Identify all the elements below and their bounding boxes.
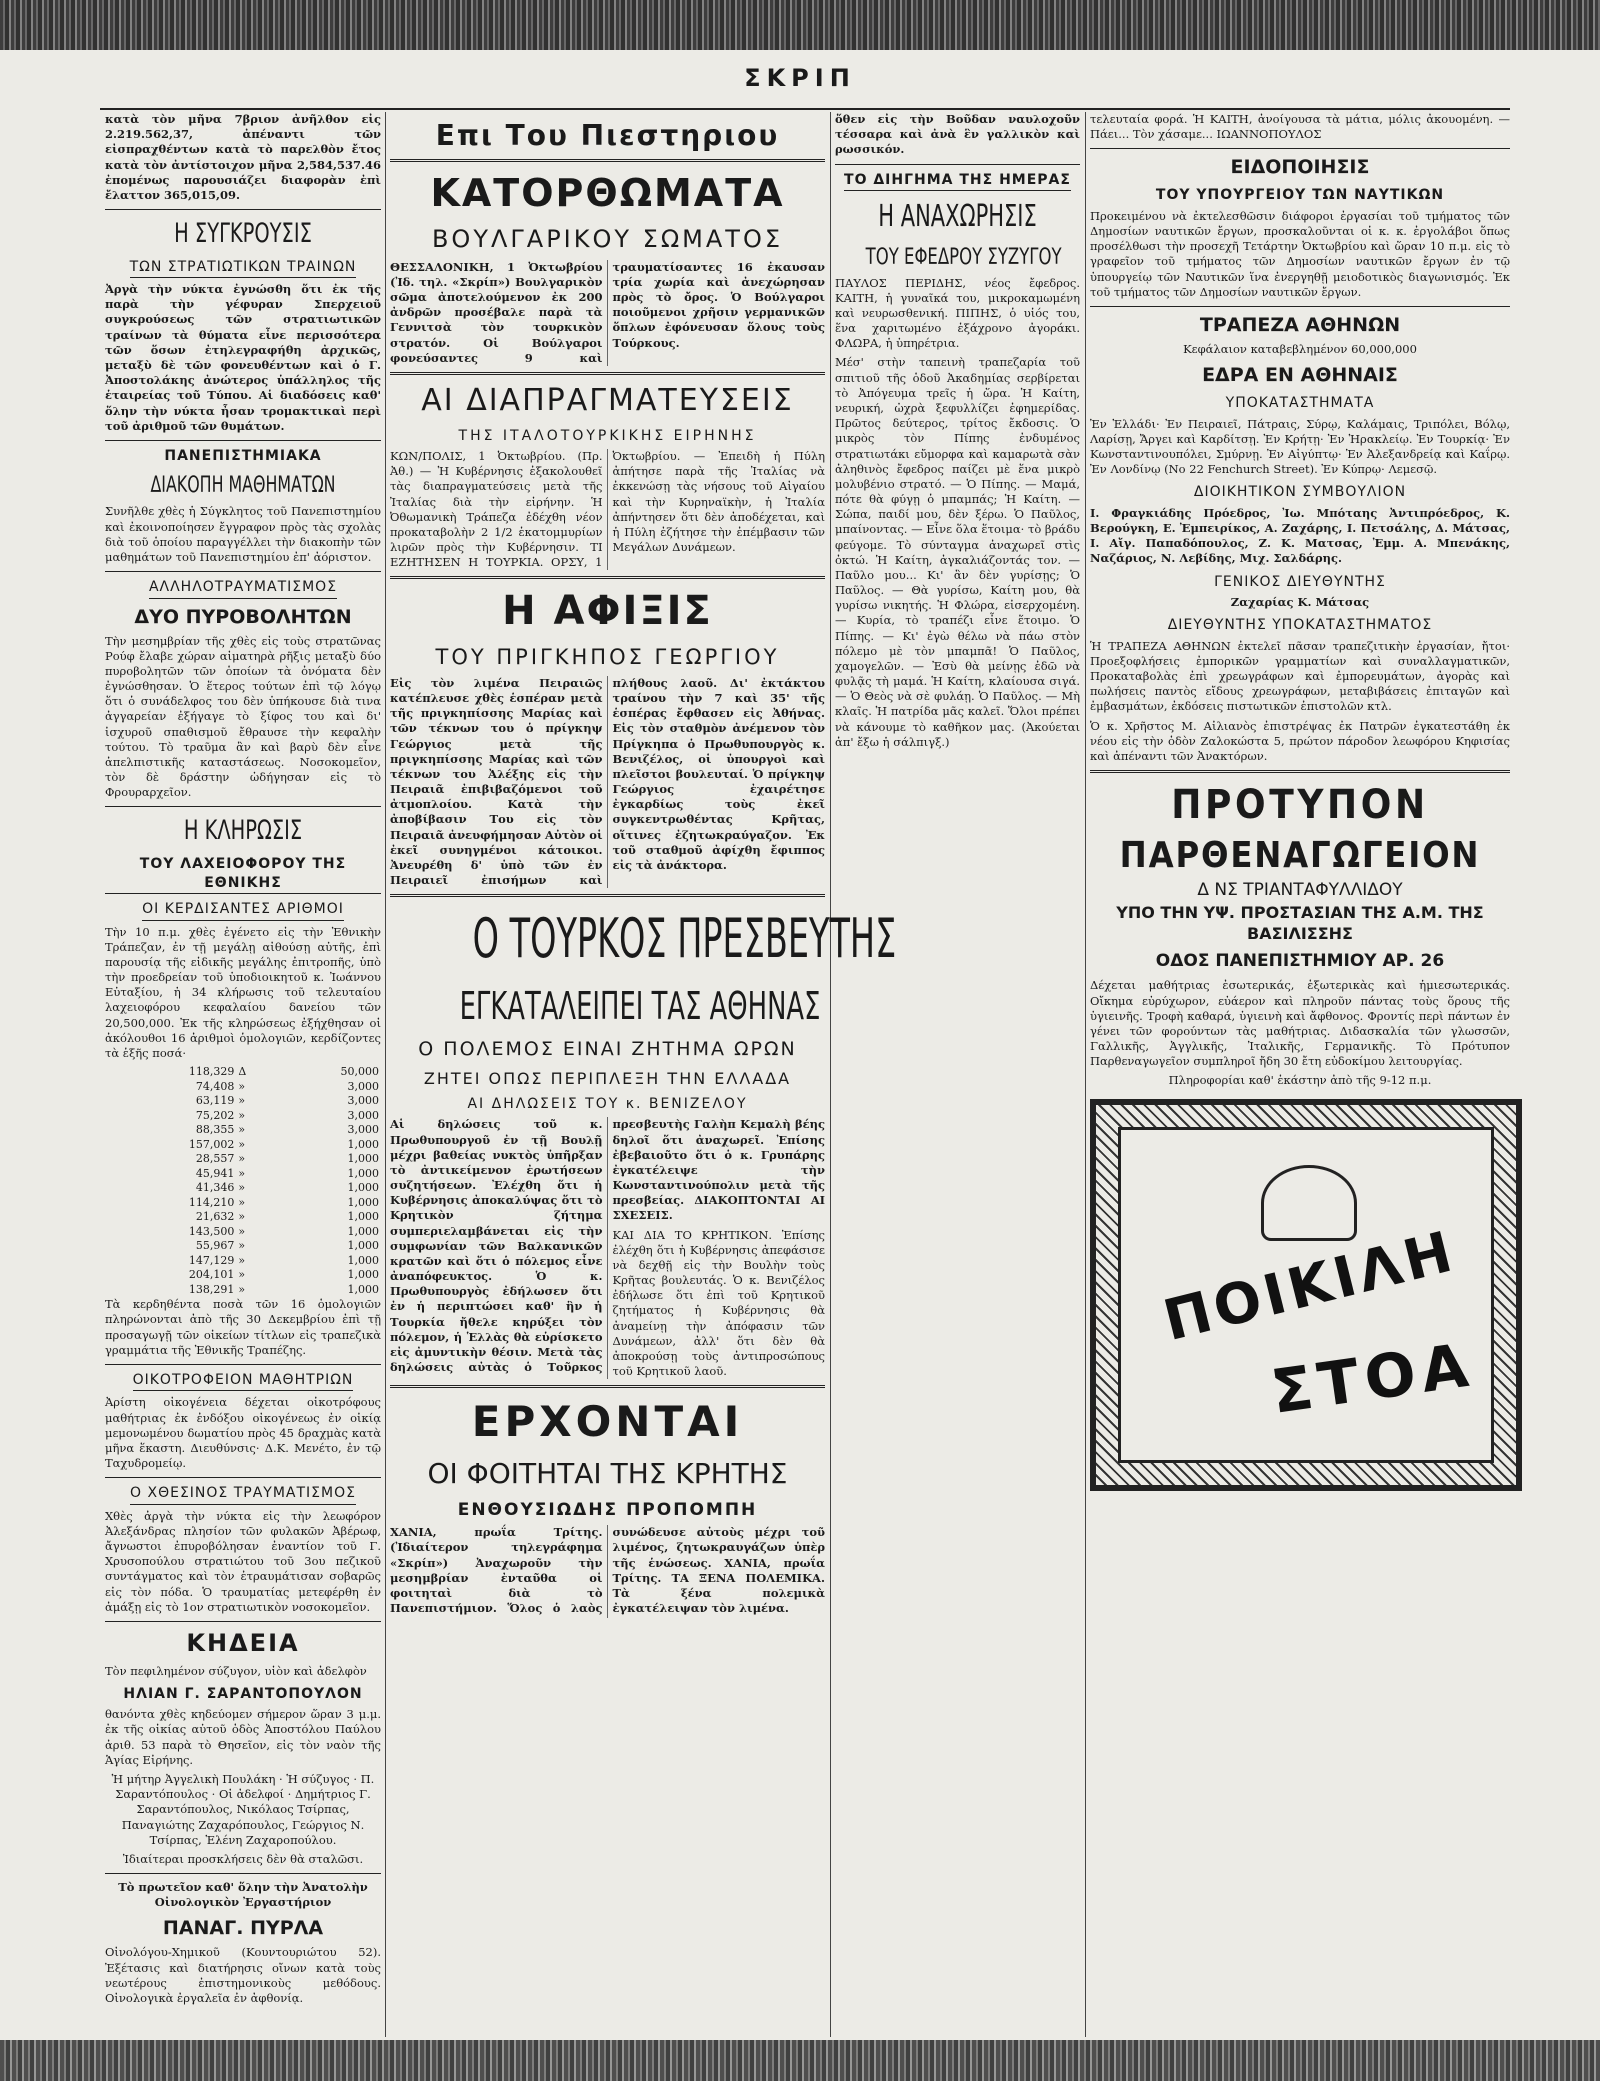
lottery-row	[105, 1283, 381, 1298]
lottery-mark: »	[238, 1079, 246, 1093]
divider	[105, 571, 381, 572]
article-paragraph: Αἱ δηλώσεις τοῦ κ. Πρωθυπουργοῦ ἐν τῇ Βουλῇ μέχρι βαθείας νυκτὸς ὑπῆρξαν τὸ ἀντικείμενον ἐρωτήσεων συζητήσεων. Ἐλέχθη ὅτι ἡ Κυβέρνησις ἀποκαλύψας ὅτι τὸ Κρητικὸν ζήτημα συμπεριελαμβάνεται εἰς τὴν συμφωνίαν τῶν Βαλκανικῶν κρατῶν καὶ ὅτι ὁ πόλεμος εἶνε ἀναπόφευκτος. Ὁ κ. Πρωθυπουργὸς ἐδήλωσεν ὅτι ἐν ἡ περιπτώσει καθ' ἣν ἡ Τουρκία ἤθελε κηρύξει τὸν πόλεμον, ἡ Ἑλλὰς θὰ εὑρίσκετο εἰς ἀμυντικὴν θέσιν. Μετὰ τὰς δηλώσεις αὐτὰς ὁ Τοῦρκος πρεσβευτὴς Γαλὴπ Κεμαλὴ βέης δηλοῖ ὅτι ἀναχωρεῖ. Ἐπίσης ἐβεβαιοῦτο ὅτι ὁ κ. Γρυπάρης ἐγκατέλειψε τὴν Κωνσταντινούπολιν μετὰ τῆς πρεσβείας. ΔΙΑΚΟΠΤΟΝΤΑΙ ΑΙ ΣΧΕΣΕΙΣ.	[390, 1117, 825, 1375]
lottery-row	[105, 1210, 381, 1225]
article-text: Ἡ ΤΡΑΠΕΖΑ ΑΘΗΝΩΝ ἐκτελεῖ πᾶσαν τραπεζιτικὴν ἐργασίαν, ἤτοι· Προεξοφλήσεις ἐμπορικῶν γραμματίων καὶ συναλλαγματικῶν, Προκαταβολὰς ἐπὶ χρεωγράφων καὶ ἐμπορευμάτων, ἀγορὰς καὶ πωλήσεις παντὸς εἴδους χρεωγράφων, μεταβιβάσεις ἐπιταγῶν καὶ ἐμβασμάτων, ἐκδόσεις πιστωτικῶν ἐπιστολῶν κτλ.	[1090, 638, 1510, 714]
deceased-name: ΗΛΙΑΝ Γ. ΣΑΡΑΝΤΟΠΟΥΛΟΝ	[123, 1685, 363, 1702]
section-banner: Επι Του Πιεστηριου	[390, 118, 825, 162]
lottery-number: 55,967	[195, 1239, 235, 1253]
lottery-mark: »	[238, 1108, 246, 1122]
headline: ΑΙ ΔΙΑΠΡΑΓΜΑΤΕΥΣΕΙΣ	[421, 382, 794, 418]
lottery-row	[105, 1080, 381, 1095]
lottery-mark: »	[238, 1152, 246, 1166]
lottery-prize: 1,000	[347, 1195, 379, 1209]
bank-director: Ζαχαρίας Κ. Μάτσας	[1230, 595, 1370, 610]
article-text	[390, 1525, 825, 1618]
headline: ΚΑΤΟΡΘΩΜΑΤΑ	[430, 170, 785, 215]
advert-patronage: ΥΠΟ ΤΗΝ ΥΨ. ΠΡΟΣΤΑΣΙΑΝ ΤΗΣ Α.Μ. ΤΗΣ ΒΑΣΙΛΙΣΣΗΣ	[1116, 902, 1484, 943]
headline: ΕΡΧΟΝΤΑΙ	[471, 1397, 744, 1447]
scan-edge-top	[0, 0, 1600, 50]
article-text: Ὁ κ. Χρῆστος Μ. Αἰλιανὸς ἐπιστρέψας ἐκ Πατρῶν ἐγκατεστάθη ἐκ νέου εἰς τὴν ὁδὸν Ζαλοκώστα 5, πρώτον πάροδον λεωφόρου Κηφισίας καὶ ἀπέναντι τῶν Ἀνακτόρων.	[1090, 718, 1510, 763]
lottery-number: 75,202	[195, 1108, 235, 1122]
headline: ΤΡΑΠΕΖΑ ΑΘΗΝΩΝ	[1199, 313, 1401, 336]
poikili-stoa-advert	[1090, 1099, 1522, 1491]
headline: Η ΣΥΓΚΡΟΥΣΙΣ	[174, 218, 312, 250]
headline: ΠΑΝΕΠΙΣΤΗΜΙΑΚΑ	[164, 447, 322, 464]
divider	[390, 576, 825, 579]
divider	[105, 806, 381, 807]
column-1	[105, 112, 381, 2037]
lottery-number: 41,346	[195, 1181, 235, 1195]
lottery-mark: »	[238, 1166, 246, 1180]
article-paragraph: Εἰς τὸν λιμένα Πειραιῶς κατέπλευσε χθὲς ἑσπέραν μετὰ τῆς πριγκηπίσσης Μαρίας καὶ τῶν τέκνων του ὁ πρίγκηψ Γεώργιος μετὰ τῆς πριγκηπίσσης Μαρίας καὶ τῶν τέκνων του Ἀλέξης εἰς τὴν Πειραιᾶ ἐπιβιβαζόμενοι τοῦ ἀτμοπλοίου. Κατὰ τὴν ἀποβίβασιν Του εἰς τὸν Πειραιᾶ ἀνευφήμησαν Αὐτὸν οἱ ἐκεῖ συνηγμένοι κάτοικοι. Ἀνευρέθη δ' ὑπὸ τῶν ἐν Πειραιεῖ ἐπισήμων καὶ πλήθους λαοῦ. Δι' ἐκτάκτου τραίνου τὴν 7 καὶ 35' τῆς ἑσπέρας ἔφθασεν εἰς Ἀθήνας. Εἰς τὸν σταθμὸν ἀνέμενον τὸν Πρίγκηπα ὁ Πρωθυπουργὸς κ. Βενιζέλος, οἱ ὑπουργοὶ καὶ πλεῖστοι βουλευταί. Ὁ πρίγκηψ Γεώργιος ἐχαιρέτησε ἐγκαρδίως τοὺς ἐκεῖ συγκεντρωθέντας Κρῆτας, οἵτινες ἐζητωκραύγαζον. Ἐκ τοῦ σταθμοῦ ἀφίχθη ἔφιππος εἰς τὰ ἀνάκτορα.	[390, 675, 825, 888]
advert-word: ΣΤΟΑ	[1267, 1329, 1479, 1428]
lottery-row	[105, 1123, 381, 1138]
subheadline: ΕΓΚΑΤΑΛΕΙΠΕΙ ΤΑΣ ΑΘΗΝΑΣ	[459, 983, 821, 1028]
lottery-mark: »	[238, 1210, 246, 1224]
subheadline: Ο ΠΟΛΕΜΟΣ ΕΙΝΑΙ ΖΗΤΗΜΑ ΩΡΩΝ	[418, 1037, 797, 1060]
subheadline: ΓΕΝΙΚΟΣ ΔΙΕΥΘΥΝΤΗΣ	[1214, 573, 1386, 590]
ornament-icon	[1261, 1165, 1357, 1241]
scan-edge-bottom	[0, 2040, 1600, 2081]
subheadline: ΤΟΥ ΕΦΕΔΡΟΥ ΣΥΖΥΓΟΥ	[865, 244, 1062, 270]
lottery-row	[105, 1239, 381, 1254]
headline: Η ΑΦΙΞΙΣ	[502, 588, 713, 635]
notice: Ἰδιαίτεραι προσκλήσεις δὲν θὰ σταλῶσι.	[122, 1851, 364, 1866]
article-text	[390, 676, 825, 888]
lottery-mark: »	[238, 1282, 246, 1296]
subheadline: ΖΗΤΕΙ ΟΠΩΣ ΠΕΡΙΠΛΕΞΗ ΤΗΝ ΕΛΛΑΔΑ	[423, 1068, 792, 1088]
article-text: Τὴν μεσημβρίαν τῆς χθὲς εἰς τοὺς στρατῶνας Ρούφ ἔλαβε χώραν αἱματηρὰ ρῆξις μεταξὺ δύο πυροβολητῶν τῶν ὁποίων τὰ ὀνόματα δὲν ἐγνώσθησαν. Ὁ ἕτερος τούτων ἐπὶ τῷ λόγῳ ὅτι ὁ συνάδελφος του δὲν ὑπήκουσε διὰ τινα ἀγγαρείαν ἐξήγαγε τὸ ξίφος του καὶ δι' ἰσχυροῦ σπαθισμοῦ ἔθραυσε τὴν κεφαλὴν τούτου. Τὸ τραῦμα ἂν καὶ βαρὺ δὲν εἶνε ἀπελπιστικῆς καταστάσεως. Νοσοκομεῖον, τὸν δὲ δράστην ὡδήγησαν εἰς τὸ Φρουραρχεῖον.	[105, 633, 381, 800]
subheadline: ΔΙΟΙΚΗΤΙΚΟΝ ΣΥΜΒΟΥΛΙΟΝ	[1193, 484, 1407, 501]
divider	[835, 164, 1080, 165]
masthead-rule	[100, 108, 1510, 110]
lottery-mark: »	[238, 1137, 246, 1151]
lottery-number: 118,329	[188, 1065, 235, 1079]
column-divider	[385, 112, 386, 2037]
article-text: Ἀρίστη οἰκογένεια δέχεται οἰκοτρόφους μαθήτριας ἐκ ἐνδόξου οἰκογένεως ἐν οἰκίᾳ μεμονωμένου δωματίου πρὸς 45 δραχμὰς κατὰ μῆνα ἕκαστη. Διευθύνσις· Δ.Κ. Μενέτο, ἐν τῷ Ταχυδρομείῳ.	[105, 1395, 381, 1471]
divider	[390, 1385, 825, 1388]
advert-frame	[1118, 1127, 1494, 1463]
lottery-row	[105, 1094, 381, 1109]
lottery-prize: 1,000	[347, 1268, 379, 1282]
article-text: Ἀργὰ τὴν νύκτα ἐγνώσθη ὅτι ἐκ τῆς παρὰ τὴν γέφυραν Σπερχειοῦ συγκρούσεως τῶν στρατιωτικῶν τραίνων τὰ θύματα εἶνε περισσότερα τῶν ὅσων ἐτηλεγραφήθη ἀρχικῶς, μεταξὺ δὲ τῶν φονευθέντων καὶ ὁ Γ. Ἀποστολάκης ἀνώτερος ὑπάλληλος τῆς ἑταιρείας τοῦ Τύπου. Αἱ διαδόσεις καθ' ὅλην τὴν νύκτα ἦσαν τρομακτικαὶ περὶ τοῦ ἀριθμοῦ τῶν θυμάτων.	[105, 282, 381, 433]
divider	[105, 1621, 381, 1622]
lottery-mark: »	[238, 1239, 246, 1253]
lottery-mark: »	[238, 1123, 246, 1137]
advert-text: Τὸ πρωτεῖον καθ' ὅλην τὴν Ἀνατολὴν Οἰνολογικὸν Ἐργαστήριον	[118, 1880, 368, 1910]
masthead: ΣΚΡΙΠ	[744, 64, 856, 92]
subheadline: ΤΗΣ ΙΤΑΛΟΤΟΥΡΚΙΚΗΣ ΕΙΡΗΝΗΣ	[458, 427, 757, 444]
article-paragraph: ΘΕΣΣΑΛΟΝΙΚΗ, 1 Ὀκτωβρίου (Ἰδ. τηλ. «Σκρίπ») Βουλγαρικὸν σῶμα ἀποτελούμενον ἐκ 200 ἀνδρῶν προσέβαλε παρὰ τὰ Γεννιτσὰ τὸν τουρκικὸν στρατόν. Οἱ Βούλγαροι φονεύσαντες 9 καὶ τραυματίσαντες 16 ἐκαυσαν τρία χωρία καὶ ἀνεχώρησαν πρὸς τὸ ὄρος. Ὁ Βούλγαροι ποιοῦμενοι χρῆσιν γερμανικῶν ὅπλων ἐφόνευσαν ὅλους τοὺς Τούρκους.	[390, 259, 825, 365]
headline: ΕΙΔΟΠΟΙΗΣΙΣ	[1230, 156, 1370, 179]
article-text: θανόντα χθὲς κηδεύομεν σήμερον ὥραν 3 μ.μ. ἐκ τῆς οἰκίας αὐτοῦ ὁδὸς Ἀποστόλου Παύλου ἀριθ. 53 παρὰ τὸ Θησεῖον, εἰς τὸν ναὸν τῆς Ἁγίας Εἰρήνης.	[105, 1707, 381, 1767]
lottery-mark: »	[238, 1253, 246, 1267]
intro-text: κατὰ τὸν μῆνα 7βριον ἀνῆλθον εἰς 2.219.562,37, ἀπέναντι τῶν εἰσπραχθέντων κατὰ τὸ παρελθὸν ἔτος κατὰ τὸν ἀντίστοιχον μῆνα 2,584,537.46 ἐπομένως παρουσιάζει διαφορὰν ἐπὶ ἔλαττον 365,015,09.	[105, 112, 381, 202]
lottery-row	[105, 1225, 381, 1240]
subheadline: ΔΥΟ ΠΥΡΟΒΟΛΗΤΩΝ	[134, 605, 352, 628]
article-text	[390, 449, 825, 570]
lottery-prize: 3,000	[347, 1079, 379, 1093]
lottery-mark: »	[238, 1181, 246, 1195]
lottery-row	[105, 1167, 381, 1182]
article-paragraph: ΧΑΝΙΑ, πρωΐα Τρίτης. (Ἰδιαίτερον τηλεγράφημα «Σκρίπ») Ἀναχωροῦν τὴν μεσημβρίαν ἐνταῦθα οἱ φοιτηταὶ διὰ τὸ Πανεπιστήμιον. Ὅλος ὁ λαὸς συνώδευσε αὐτοὺς μέχρι τοῦ λιμένος, ζητωκραυγάζων ὑπὲρ τῆς ἑνώσεως. ΧΑΝΙΑ, πρωΐα Τρίτης. ΤΑ ΞΕΝΑ ΠΟΛΕΜΙΚΑ. Τὰ ξένα πολεμικὰ ἐγκατέλειψαν τὸν λιμένα.	[390, 1525, 825, 1616]
headline: ΑΛΛΗΛΟΤΡΑΥΜΑΤΙΣΜΟΣ	[105, 578, 381, 598]
article-paragraph: ΚΑΙ ΔΙΑ ΤΟ ΚΡΗΤΙΚΟΝ. Ἐπίσης ἐλέχθη ὅτι ἡ Κυβέρνησις ἀπεφάσισε νὰ δεχθῇ εἰς τὴν Βουλὴν τοὺς Κρῆτας βουλευτάς. Ὁ κ. Βενιζέλος ἐδήλωσε ὅτι ἐπὶ τοῦ Κρητικοῦ ζητήματος ἡ Κυβέρνησις θὰ ἀναμείνῃ τὴν ἀπόφασιν τῶν Δυνάμεων, ἀλλ' ὅτι δὲν θὰ ἀποκρούσῃ τοὺς ἀντιπροσώπους τοῦ Κρητικοῦ λαοῦ.	[612, 1227, 825, 1379]
column-3	[835, 112, 1080, 2037]
lottery-mark: Δ	[238, 1065, 247, 1079]
subheadline: ΔΙΑΚΟΠΗ ΜΑΘΗΜΑΤΩΝ	[150, 473, 336, 499]
subheadline: ΟΙ ΚΕΡΔΙΣΑΝΤΕΣ ΑΡΙΘΜΟΙ	[105, 900, 381, 920]
lottery-prize: 1,000	[347, 1210, 379, 1224]
advert-title: ΠΡΟΤΥΠΟΝ	[1171, 782, 1429, 829]
article-text: ὅθεν εἰς τὴν Βοῦδαν ναυλοχοῦν τέσσαρα καὶ ἀνὰ ἓν γαλλικὸν καὶ ρωσσικόν.	[835, 112, 1080, 157]
story-text: Μέσ' στὴν ταπεινὴ τραπεζαρία τοῦ σπιτιοῦ τῆς ὁδοῦ Ἀκαδημίας σερβίρεται τὸ Ἀπόγευμα τρεῖς ἡ ὥρα. Ἡ Καίτη, νευρική, ὠχρὰ ξεφυλλίζει ἐφημερίδας. Πρῶτος δεύτερος, τρίτος ἔκδοσις. Ὁ μικρὸς τὸν Πίπης ἐνδυμένος στρατιωτάκι εὔμορφα καὶ καμαρωτὰ σὰν ἀληθινὸς ἔφεδρος παίζει μὲ ἕνα μικρὸ μολυβένιο στρατό. — Ὁ Πίπης. — Μαμά, πότε θὰ φύγῃ ὁ μπαμπάς; Ἡ Καίτη. — Σώπα, παιδί μου, δὲν ξέρω. Ὁ Παῦλος, μπαίνοντας. — Εἶνε ὅλα ἕτοιμα· τὸ βράδυ φεύγομε. Τὸ σύνταγμα ἀναχωρεῖ στὶς ὀκτώ. Ἡ Καίτη, ἀγκαλιάζοντάς τον. — Παῦλο μου... Κι' ἂν δὲν γυρίσῃς; Ὁ Παῦλος. — Θὰ γυρίσω, Καίτη μου, θὰ γυρίσω νικητής. Ἡ Φλώρα, εἰσερχομένη. — Κυρία, τὸ τραπέζι εἶνε ἕτοιμο. Ὁ Πίπης. — Κι' ἐγὼ θέλω νὰ πάω στὸν πόλεμο μὲ τὸν μπαμπᾶ! Ὁ Παῦλος, χαμογελῶν. — Ἐσὺ θὰ μείνῃς ἐδῶ νὰ φυλᾷς τὴ μαμά. Ἡ Καίτη, κλαίουσα σιγά. — Ὁ Θεὸς νὰ σὲ φυλάῃ. Ὁ Παῦλος. — Μὴ κλαῖς. Ἡ πατρίδα μᾶς καλεῖ. Ὅλοι πρέπει νὰ κάνουμε τὸ καθῆκον μας. (Ἀκούεται ἀπ' ἔξω ἡ σάλπιγξ.)	[835, 355, 1080, 749]
advert-subtitle: Δ ΝΣ ΤΡΙΑΝΤΑΦΥΛΛΙΔΟΥ	[1197, 880, 1403, 901]
divider	[105, 440, 381, 441]
subheadline: ΕΝΘΟΥΣΙΩΔΗΣ ΠΡΟΠΟΜΠΗ	[457, 1499, 758, 1520]
divider	[1090, 770, 1510, 773]
lottery-prize: 50,000	[340, 1065, 379, 1079]
lottery-prize: 1,000	[347, 1224, 379, 1238]
lottery-prize: 1,000	[347, 1239, 379, 1253]
advert-name: ΠΑΝΑΓ. ΠΥΡΛΑ	[162, 1917, 324, 1940]
advert-text: Δέχεται μαθήτριας ἐσωτερικάς, ἑξωτερικὰς καὶ ἡμιεσωτερικάς. Οἴκημα εὐρύχωρον, εὐάερον καὶ πληροῦν πάντας τοὺς ὅρους τῆς ὑγιεινῆς. Τροφὴ καθαρά, ὑγιεινὴ καὶ ἄφθονος. Φροντίς περὶ πάντων ἐν γένει τῶν φορούντων τὰς μαθήτριας. Διδασκαλία τῶν γλωσσῶν, Γαλλικῆς, Ἀγγλικῆς, Ἰταλικῆς, Γερμανικῆς. Τὸ Πρότυπον Παρθεναγωγεῖον συμπληροῖ ἤδη 30 ἔτη εὐδοκίμου λειτουργίας.	[1090, 978, 1510, 1069]
subheadline: ΥΠΟΚΑΤΑΣΤΗΜΑΤΑ	[1225, 395, 1375, 412]
lottery-number: 157,002	[188, 1137, 235, 1151]
lottery-row	[105, 1109, 381, 1124]
lottery-table	[105, 1065, 381, 1297]
column-4	[1090, 112, 1510, 2037]
lottery-row	[105, 1196, 381, 1211]
headline: Η ΚΛΗΡΩΣΙΣ	[183, 815, 303, 847]
lottery-prize: 3,000	[347, 1094, 379, 1108]
lottery-row	[105, 1181, 381, 1196]
headline: Ο ΧΘΕΣΙΝΟΣ ΤΡΑΥΜΑΤΙΣΜΟΣ	[105, 1484, 381, 1504]
headline: Η ΑΝΑΧΩΡΗΣΙΣ	[878, 198, 1037, 234]
article-text	[390, 260, 825, 366]
article-text: Χθὲς ἀργὰ τὴν νύκτα εἰς τὴν λεωφόρον Ἀλεξάνδρας πλησίον τῶν φυλακῶν Ἀβέρωφ, ἄγνωστοι ἐπυροβόλησαν ἐναντίον τοῦ Γ. Χρυσοπούλου στρατιώτου τοῦ 3ου πεζικοῦ συντάγματος καὶ τὸν ἐτραυμάτισαν σοβαρῶς εἰς τὸν πόδα. Ὁ τραυματίας μετεφέρθη ἐν ἀμάξῃ εἰς τὸ 1ον στρατιωτικὸν νοσοκομεῖον.	[105, 1508, 381, 1614]
lottery-prize: 1,000	[347, 1181, 379, 1195]
subheadline: ΔΙΕΥΘΥΝΤΗΣ ΥΠΟΚΑΤΑΣΤΗΜΑΤΟΣ	[1167, 617, 1433, 634]
bank-board: Ι. Φραγκιάδης Πρόεδρος, Ἰω. Μπόταης Ἀντιπρόεδρος, Κ. Βερούγκη, Ε. Ἐμπειρίκος, Α. Ζαχάρης, Ι. Πετσάλης, Δ. Μάτσας, Ι. Αἴγ. Παπαδόπουλος, Ζ. Κ. Ματσας, Ἐμμ. Α. Μπενάκης, Ναζάριος, Ν. Λεβίδης, Μιχ. Σαλδάρης.	[1090, 505, 1510, 566]
lottery-number: 204,101	[188, 1268, 235, 1282]
subheadline: ΤΩΝ ΣΤΡΑΤΙΩΤΙΚΩΝ ΤΡΑΙΝΩΝ	[105, 258, 381, 278]
advert-address: ΟΔΟΣ ΠΑΝΕΠΙΣΤΗΜΙΟΥ ΑΡ. 26	[1155, 951, 1445, 972]
column-divider	[1085, 112, 1086, 2037]
cast-list: ΠΑΥΛΟΣ ΠΕΡΙΔΗΣ, νέος ἔφεδρος. ΚΑΙΤΗ, ἡ γυναῖκά του, μικροκαμωμένη καὶ νευρωσθενική. ΠΙΠΗΣ, ὁ υἱός του, ἕνα χαριτωμένο ἑξάχρονο ἀγοράκι. ΦΛΩΡΑ, ἡ ὑπηρέτρια.	[835, 275, 1080, 351]
lottery-row	[105, 1268, 381, 1283]
subheadline: ΤΟΥ ΛΑΧΕΙΟΦΟΡΟΥ ΤΗΣ ΕΘΝΙΚΗΣ	[105, 855, 381, 894]
lottery-row	[105, 1065, 381, 1080]
lottery-prize: 1,000	[347, 1253, 379, 1267]
divider	[105, 1873, 381, 1874]
school-advert	[1090, 779, 1510, 972]
lottery-number: 28,557	[195, 1152, 235, 1166]
article-paragraph: ΚΩΝ/ΠΟΛΙΣ, 1 Ὀκτωβρίου. (Πρ. Ἀθ.) — Ἡ Κυβέρνησις ἐξακολουθεῖ τὰς διαπραγματεύσεις μετὰ τῆς Ἰταλίας διὰ τὴν εἰρήνην. Ἡ Ὀθωμανικὴ Τράπεζα ἐδέχθη νέον προκαταβολὴν 2 1/2 ἑκατομμυρίων λιρῶν πρὸς τὴν Κυβέρνησιν. ΤΙ ΕΖΗΤΗΣΕΝ Η ΤΟΥΡΚΙΑ. ΟΡΣΥ, 1 Ὀκτωβρίου. — Ἐπειδὴ ἡ Πύλη ἀπήτησε παρὰ τῆς Ἰταλίας νὰ ἐκκενώσῃ τὰς νήσους τοῦ Αἰγαίου καὶ τὴν Κυρηναϊκὴν, ἡ Ἰταλία ἀπήντησεν ὅτι δὲν ἀποδέχεται, καὶ ἡ Πύλη ἐζήτησε τὴν ἐπέμβασιν τῶν Μεγάλων Δυνάμεων.	[390, 449, 825, 570]
lottery-number: 45,941	[195, 1166, 235, 1180]
divider	[1090, 148, 1510, 149]
subheadline: ΑΙ ΔΗΛΩΣΕΙΣ ΤΟΥ κ. ΒΕΝΙΖΕΛΟΥ	[467, 1095, 748, 1112]
article-text: Συνῆλθε χθὲς ἡ Σύγκλητος τοῦ Πανεπιστημίου καὶ ἐκοινοποίησεν ἔγγραφον πρὸς τὰς σχολὰς διὰ τοῦ ὁποίου παραγγέλλει τὴν διακοπὴν τῶν μαθημάτων τοῦ Πανεπιστημίου ἐπ' ἀόριστον.	[105, 504, 381, 564]
divider	[105, 209, 381, 210]
advert-text: Οἰνολόγου-Χημικοῦ (Κουντουριώτου 52). Ἐξέτασις καὶ διατήρησις οἴνων κατὰ τοὺς νεωτέρους ἐπιστημονικοὺς μεθόδους. Οἰνολογικὰ ἐργαλεῖα ἐν ἀφθονίᾳ.	[105, 1945, 381, 2005]
bank-branches: Ἐν Ἑλλάδι· Ἐν Πειραιεῖ, Πάτραις, Σύρῳ, Καλάμαις, Τριπόλει, Βόλῳ, Λαρίσῃ, Ἄργει καὶ Καρδίτσῃ. Ἐν Κρήτῃ· Ἐν Ἡρακλείῳ. Ἐν Τουρκίᾳ· Ἐν Κωνσταντινουπόλει, Σμύρνῃ. Ἐν Αἰγύπτῳ· Ἐν Ἀλεξανδρείᾳ καὶ Καΐρῳ. Ἐν Λονδίνῳ (No 22 Fenchurch Street). Ἐν Κύπρῳ· Λεμεσῷ.	[1090, 416, 1510, 477]
article-text	[390, 1117, 825, 1379]
subheadline: ΕΔΡΑ ΕΝ ΑΘΗΝΑΙΣ	[1202, 364, 1398, 387]
lottery-number: 147,129	[188, 1253, 235, 1267]
lottery-row	[105, 1254, 381, 1269]
article-text: Τὸν πεφιλημένον σύζυγον, υἱὸν καὶ ἀδελφὸν	[105, 1663, 367, 1678]
divider	[105, 1477, 381, 1478]
divider	[390, 894, 825, 897]
family-list: Ἡ μήτηρ Ἀγγελικὴ Πουλάκη · Ἡ σύζυγος · Π. Σαραντόπουλος · Οἱ ἀδελφοί · Δημήτριος Γ. Σαραντόπουλος, Νικόλαος Τσίρπας, Παναγιώτης Ζαχαρόπουλος, Γεώργιος Ν. Τσίρπας, Ἑλένη Ζαχαροπούλου.	[111, 1771, 375, 1847]
article-text: Τὰ κερδηθέντα ποσὰ τῶν 16 ὁμολογιῶν πληρώνονται ἀπὸ τῆς 30 Δεκεμβρίου ἐπὶ τῇ προσαγωγῇ τῶν οἰκείων τίτλων εἰς τραπεζικὰ γραμμάτια τῆς Ἐθνικῆς Τραπέζης.	[105, 1297, 381, 1357]
lottery-prize: 1,000	[347, 1282, 379, 1296]
lottery-mark: »	[238, 1094, 246, 1108]
lottery-number: 74,408	[195, 1079, 235, 1093]
divider	[390, 372, 825, 375]
lottery-number: 88,355	[195, 1123, 235, 1137]
lottery-number: 114,210	[188, 1195, 235, 1209]
article-text: Προκειμένου νὰ ἐκτελεσθῶσιν διάφοροι ἐργασίαι τοῦ τμήματος τῶν Δημοσίων ναυτικῶν ἔργων, προσκαλοῦνται οἱ κ. κ. ἐργολάβοι ὅπως προσέλθωσι τὴν προσεχῆ Τετάρτην Ὀκτωβρίου καὶ ὥραν 10 π.μ. εἰς τὸ γραφεῖον τοῦ τμήματος τῶν Δημοσίων ναυτικῶν ἔργων ἐν τῷ ὑπουργείῳ τῶν Ναυτικῶν ἵνα ἐνεργηθῇ μειοδοτικὸς διαγωνισμός. Ἐκ τοῦ τμήματος τῶν Δημοσίων ναυτικῶν ἔργων.	[1090, 208, 1510, 299]
lottery-number: 21,632	[195, 1210, 235, 1224]
divider	[105, 1364, 381, 1365]
advert-word: ΠΟΙΚΙΛΗ	[1157, 1218, 1463, 1354]
subheadline: ΤΟΥ ΥΠΟΥΡΓΕΙΟΥ ΤΩΝ ΝΑΥΤΙΚΩΝ	[1155, 187, 1445, 204]
subheadline: ΒΟΥΛΓΑΡΙΚΟΥ ΣΩΜΑΤΟΣ	[431, 225, 784, 254]
lottery-number: 63,119	[195, 1094, 235, 1108]
lottery-prize: 1,000	[347, 1137, 379, 1151]
column-2	[390, 112, 897, 2037]
lottery-row	[105, 1138, 381, 1153]
subheadline: ΤΟΥ ΠΡΙΓΚΗΠΟΣ ΓΕΩΡΓΙΟΥ	[435, 645, 780, 670]
divider	[1090, 306, 1510, 307]
lottery-prize: 1,000	[347, 1166, 379, 1180]
lottery-row	[105, 1152, 381, 1167]
lottery-mark: »	[238, 1224, 246, 1238]
lottery-prize: 3,000	[347, 1108, 379, 1122]
subheadline: ΟΙ ΦΟΙΤΗΤΑΙ ΤΗΣ ΚΡΗΤΗΣ	[427, 1456, 788, 1490]
lottery-prize: 1,000	[347, 1152, 379, 1166]
article-text: Τὴν 10 π.μ. χθὲς ἐγένετο εἰς τὴν Ἐθνικὴν Τράπεζαν, ἐν τῇ μεγάλῃ αἰθούσῃ αὐτῆς, ἐπὶ παρουσίᾳ τῆς εἰδικῆς μεγάλης ἐπιτροπῆς, ὑπὸ τὴν προεδρείαν τοῦ ὑποδιοικητοῦ κ. Ἰωάννου Εὐταξίου, ἡ 34 κλήρωσις τοῦ τελευταίου λαχειοφόρου κεφαλαίου δανείου τῶν 20,500,000. Ἐκ τῆς κληρώσεως ἐξήχθησαν οἱ ἀκόλουθοι 16 ἀριθμοὶ ὁμολογιῶν, κερδίζοντες τὰ ἑξῆς ποσά·	[105, 924, 381, 1060]
lottery-number: 143,500	[188, 1224, 235, 1238]
advert-text: Πληροφορίαι καθ' ἑκάστην ἀπὸ τῆς 9-12 π.μ.	[1168, 1073, 1432, 1088]
lottery-mark: »	[238, 1268, 246, 1282]
headline: ΚΗΔΕΙΑ	[186, 1628, 300, 1657]
headline: Ο ΤΟΥΡΚΟΣ ΠΡΕΣΒΕΥΤΗΣ	[472, 907, 897, 971]
headline: ΟΙΚΟΤΡΟΦΕΙΟΝ ΜΑΘΗΤΡΙΩΝ	[105, 1371, 381, 1391]
lottery-mark: »	[238, 1195, 246, 1209]
section-label: ΤΟ ΔΙΗΓΗΜΑ ΤΗΣ ΗΜΕΡΑΣ	[835, 171, 1080, 191]
column-divider	[830, 112, 831, 2037]
advert-title: ΠΑΡΘΕΝΑΓΩΓΕΙΟΝ	[1119, 834, 1481, 876]
bank-capital: Κεφάλαιον καταβεβλημένον 60,000,000	[1183, 342, 1417, 356]
story-ending: τελευταία φορά. Ἡ ΚΑΙΤΗ, ἀνοίγουσα τὰ μάτια, μόλις ἀκουομένη. — Πάει... Τὸν χάσαμε... ΙΩΑΝΝΟΠΟΥΛΟΣ	[1090, 112, 1510, 142]
lottery-prize: 3,000	[347, 1123, 379, 1137]
lottery-number: 138,291	[188, 1282, 235, 1296]
